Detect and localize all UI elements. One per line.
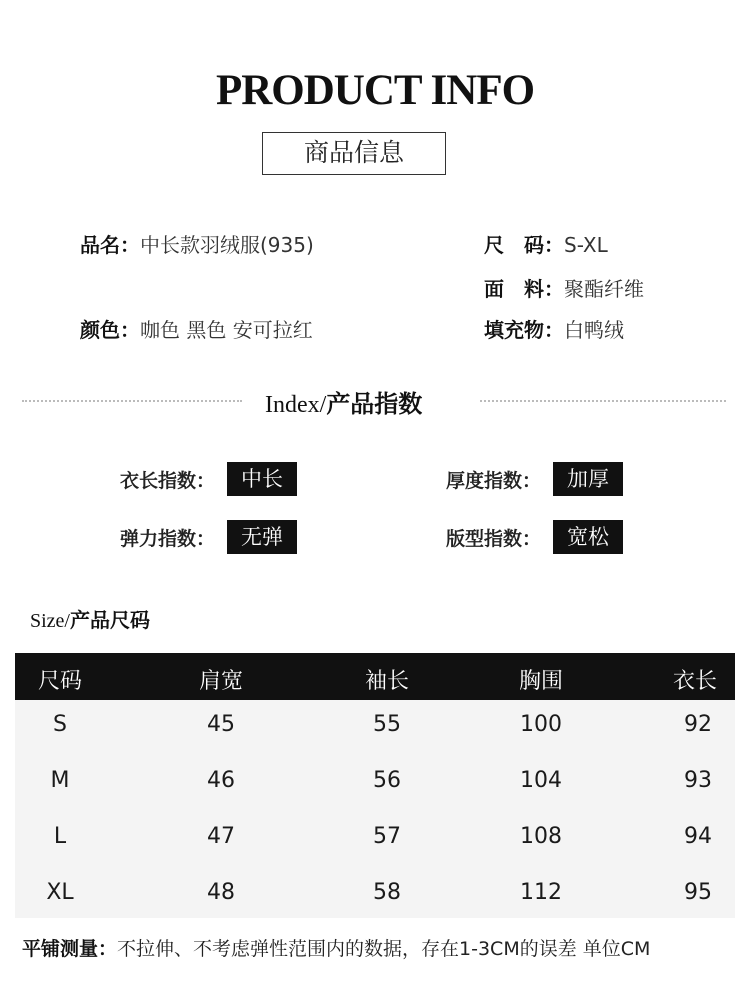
table-cell: 104: [520, 768, 562, 793]
table-cell: 95: [684, 880, 712, 905]
info-size-row: [484, 232, 608, 258]
info-filling-value: 白鸭绒: [564, 318, 624, 342]
measurement-note: [22, 934, 650, 961]
index-item-value: 宽松: [553, 520, 623, 554]
info-name-row: [80, 232, 314, 258]
table-cell: XL: [46, 880, 74, 905]
column-header: 胸围: [518, 669, 563, 694]
dotted-divider-right: [480, 400, 726, 402]
measurement-note-text: 不拉伸、不考虑弹性范围内的数据，存在1-3CM的误差 单位CM: [117, 938, 651, 960]
table-cell: 100: [520, 712, 562, 737]
index-item-label: 弹力指数：: [120, 528, 216, 550]
column-header: 衣长: [672, 669, 717, 694]
table-cell: 47: [207, 824, 235, 849]
index-item-value: 无弹: [227, 520, 297, 554]
column-header: 袖长: [364, 669, 409, 694]
table-cell: 108: [520, 824, 562, 849]
index-item-length: [120, 462, 310, 496]
info-color-row: [80, 317, 313, 343]
index-section-title: [265, 384, 422, 419]
table-cell: M: [50, 768, 70, 793]
table-cell: S: [53, 712, 67, 737]
size-title-cn: 产品尺码: [70, 608, 150, 632]
index-item-value: 加厚: [553, 462, 623, 496]
info-color-label: 颜色：: [80, 318, 140, 342]
info-color-value: 咖色 黑色 安可拉红: [140, 318, 313, 342]
table-cell: 57: [373, 824, 401, 849]
size-section-title: [30, 604, 150, 633]
size-table-body: [15, 700, 735, 918]
info-fabric-value: 聚酯纤维: [564, 277, 644, 301]
size-title-en: Size/: [30, 610, 70, 632]
table-cell: 46: [207, 768, 235, 793]
table-cell: 45: [207, 712, 235, 737]
size-table: [15, 653, 735, 918]
table-cell: 93: [684, 768, 712, 793]
info-filling-row: [484, 317, 624, 343]
info-size-value: S-XL: [564, 233, 608, 257]
index-item-label: 版型指数：: [446, 528, 542, 550]
info-name-value: 中长款羽绒服(935): [140, 233, 314, 257]
table-cell: 94: [684, 824, 712, 849]
table-cell: L: [53, 824, 67, 849]
table-cell: 48: [207, 880, 235, 905]
measurement-note-label: 平铺测量：: [22, 938, 118, 960]
info-fabric-row: [484, 276, 644, 302]
table-cell: 56: [373, 768, 401, 793]
index-title-en: Index/: [265, 392, 327, 418]
table-cell: 92: [684, 712, 712, 737]
info-filling-label: 填充物：: [484, 318, 564, 342]
index-item-value: 中长: [227, 462, 297, 496]
index-title-cn: 产品指数: [326, 390, 423, 418]
index-item-label: 衣长指数：: [120, 470, 216, 492]
size-table-header: [15, 653, 735, 700]
info-fabric-label: 面 料：: [484, 277, 564, 301]
table-cell: 112: [520, 880, 562, 905]
index-section-header: [0, 384, 750, 418]
index-item-thickness: [446, 462, 636, 496]
column-header: 肩宽: [198, 669, 243, 694]
info-size-label: 尺 码：: [484, 233, 564, 257]
index-item-elasticity: [120, 520, 310, 554]
index-item-label: 厚度指数：: [446, 470, 542, 492]
column-header: 尺码: [37, 669, 82, 694]
dotted-divider-left: [22, 400, 242, 402]
index-item-fit: [446, 520, 636, 554]
table-cell: 55: [373, 712, 401, 737]
page-subtitle-box: 商品信息: [262, 132, 446, 175]
info-name-label: 品名：: [80, 233, 140, 257]
page-title: PRODUCT INFO: [215, 67, 535, 114]
table-cell: 58: [373, 880, 401, 905]
